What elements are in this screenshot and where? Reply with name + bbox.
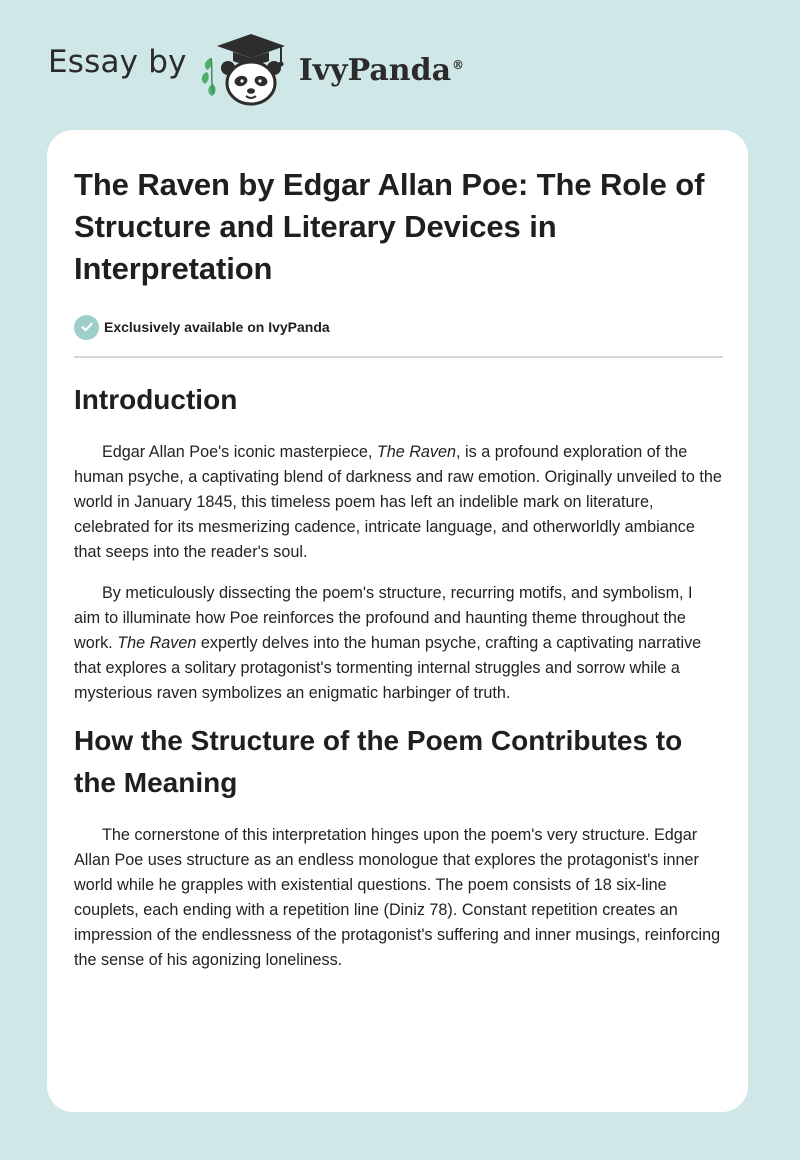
italic-title: The Raven (376, 443, 457, 461)
ivypanda-brand-name: IvyPanda® (298, 52, 465, 88)
exclusive-availability-badge (74, 314, 722, 340)
ivypanda-panda-logo-icon (197, 28, 293, 108)
section-heading-introduction: Introduction (74, 384, 238, 415)
site-header (48, 30, 464, 110)
paragraph: The cornerstone of this interpretation hinges upon the poem's very structure. Edgar Allan Poe uses structure as an endless monologue that explores the protagonist's inner world while he grapples with existential questions. The poem consists of 18 six-line couplets, each ending with a repetition line (Diniz 78). Constant repetition creates an impression of the endlessness of the protagonist's suffering and inner musings, reinforcing the sense of his agonizing loneliness. (74, 826, 721, 969)
paragraph: By meticulously dissecting the poem's structure, recurring motifs, and symbolism, I aim to illuminate how Poe reinforces the profound and haunting theme throughout the work. The Raven expertly delves into the human psyche, crafting a captivating narrative that explores a solitary protagonist's tormenting internal struggles and sorrow while a mysterious raven symbolizes an enigmatic harbinger of truth. (74, 584, 702, 702)
essay-title: The Raven by Edgar Allan Poe: The Role of Structure and Literary Devices in Interpretation (74, 167, 705, 286)
essay-card (47, 130, 748, 1112)
exclusive-label: Exclusively available on IvyPanda (104, 319, 330, 335)
italic-title: The Raven (117, 634, 197, 652)
paragraph: Edgar Allan Poe's iconic masterpiece, The Raven, is a profound exploration of the human psyche, a captivating blend of darkness and raw emotion. Originally unveiled to the world in January 1845, this timeless poem has left an indelible mark on literature, celebrated for its mesmerizing cadence, intricate language, and otherworldly ambiance that seeps into the reader's soul. (74, 443, 722, 561)
title-divider (74, 356, 723, 358)
checkmark-icon (74, 315, 99, 340)
essay-by-label: Essay by (48, 44, 187, 80)
section-heading-structure: How the Structure of the Poem Contributes to the Meaning (74, 725, 683, 798)
